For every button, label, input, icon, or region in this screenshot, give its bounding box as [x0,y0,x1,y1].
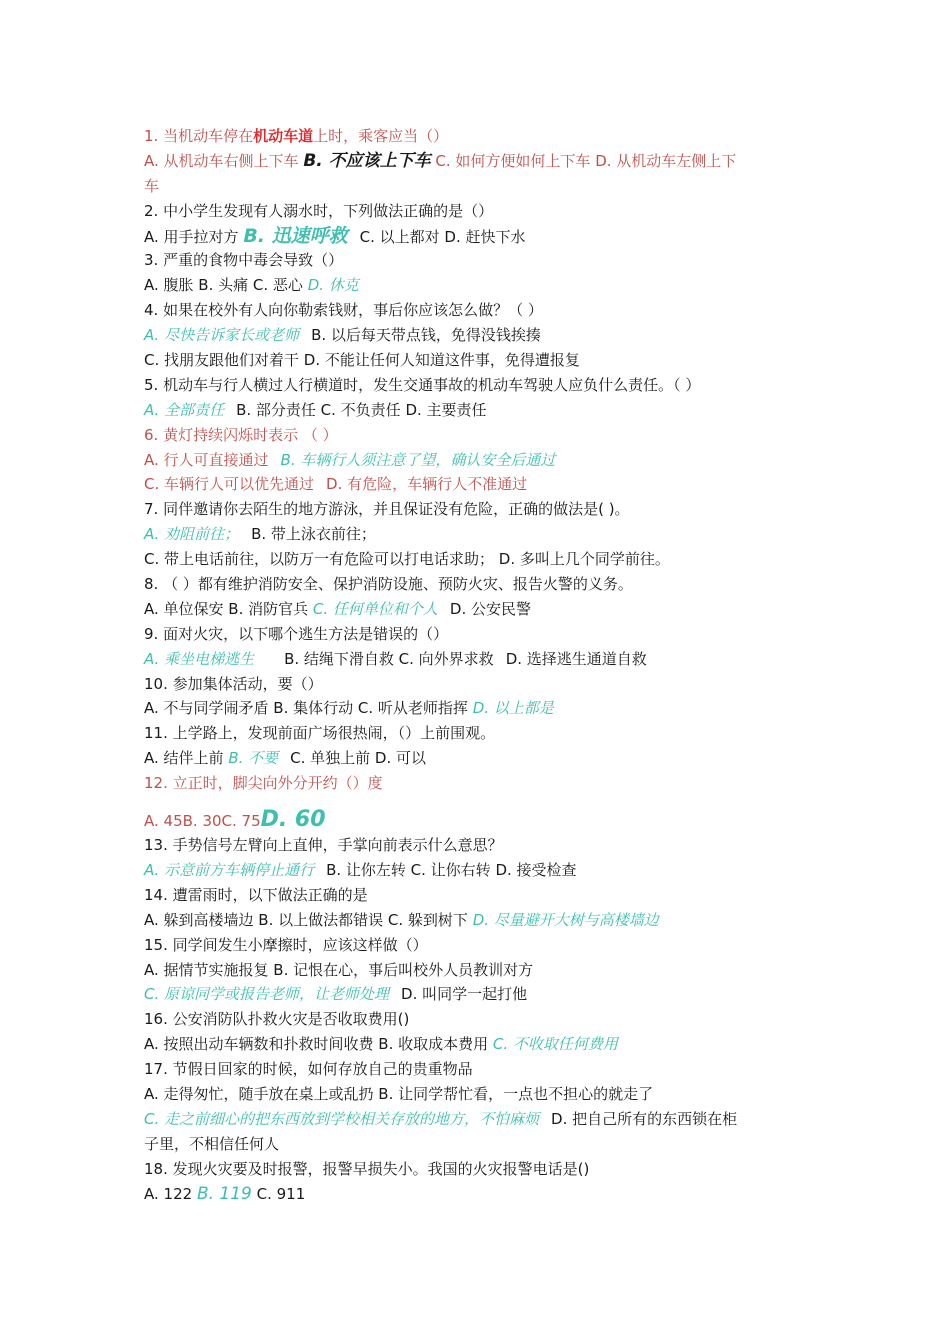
question-18-stem: 18. 发现火灾要及时报警，报警早损失小。我国的火灾报警电话是() [144,1159,590,1178]
option-abc: A. 不与同学闹矛盾 B. 集体行动 C. 听从老师指挥 [144,699,473,718]
option-d: D. 叫同学一起打他 [401,985,528,1004]
question-6-options-cd [144,472,814,497]
answer-a: A. 劝阻前往； [144,525,240,544]
option-a: A. 122 [144,1184,197,1203]
option-b: B. 以后每天带点钱，免得没钱挨揍 [311,326,541,345]
option-bc: B. 结绳下滑自救 C. 向外界求救 [284,649,494,668]
question-7-options-cd: C. 带上电话前往，以防万一有危险可以打电话求助； D. 多叫上几个同学前往。 [144,550,670,569]
question-8-stem: 8. （ ）都有维护消防安全、保护消防设施、预防火灾、报告火警的义务。 [144,575,633,594]
option-a: A. 用手拉对方 [144,227,244,246]
question-2-options [144,224,814,249]
answer-b: B. 迅速呼救 [243,224,348,247]
option-ab: A. 按照出动车辆数和扑救时间收费 B. 收取成本费用 [144,1035,493,1054]
option-cd: C. 如何方便如何上下车 D. 从机动车左侧上下 [430,151,737,170]
option-d: D. 有危险，车辆行人不准通过 [326,475,528,494]
option-bcd: B. 部分责任 C. 不负责任 D. 主要责任 [236,400,487,419]
answer-d: D. 尽量避开大树与高楼墙边 [472,910,659,929]
question-12-stem: 12. 立正时，脚尖向外分开约（）度 [144,774,383,793]
question-11-stem: 11. 上学路上，发现前面广场很热闹，（）上前围观。 [144,724,496,743]
question-10-options [144,696,814,721]
stem-text: 上时，乘客应当（） [313,127,449,145]
question-14-stem: 14. 遭雷雨时，以下做法正确的是 [144,885,368,904]
question-17-options-cd [144,1107,814,1132]
question-15-options-cd [144,982,814,1007]
stem-text: 1. 当机动车停在 [144,127,254,145]
answer-c: C. 走之前细心的把东西放到学校相关存放的地方，不怕麻烦 [144,1109,540,1128]
answer-c: C. 不收取任何费用 [492,1035,618,1054]
question-12-options [144,796,814,833]
question-11-options [144,746,814,771]
option-abc: A. 45B. 30C. 75 [144,812,261,831]
option-a: A. 结伴上前 [144,749,229,768]
question-10-stem: 10. 参加集体活动，要（） [144,674,323,693]
question-13-stem: 13. 手势信号左臂向上直伸，手掌向前表示什么意思？ [144,836,503,855]
question-17-options-ab: A. 走得匆忙，随手放在桌上或乱扔 B. 让同学帮忙看，一点也不担心的就走了 [144,1084,654,1103]
answer-d: D. 休克 [307,276,359,295]
answer-a: A. 乘坐电梯逃生 [144,649,255,668]
question-6-options-ab [144,448,814,473]
question-7-stem: 7. 同伴邀请你去陌生的地方游泳，并且保证没有危险，正确的做法是( )。 [144,500,630,519]
question-13-options [144,858,814,883]
question-5-options [144,398,814,423]
question-17-continued: 子里，不相信任何人 [144,1134,280,1153]
question-9-options [144,647,814,672]
question-1-continued: 车 [144,176,160,195]
option-cd: C. 以上都对 D. 赶快下水 [359,227,526,246]
answer-b: B. 不要 [228,749,279,768]
answer-a: A. 尽快告诉家长或老师 [144,326,300,345]
question-16-options [144,1032,814,1057]
question-16-stem: 16. 公安消防队扑救火灾是否收取费用() [144,1010,410,1029]
option-c: C. 车辆行人可以优先通过 [144,475,315,494]
answer-c: C. 原谅同学或报告老师，让老师处理 [144,985,390,1004]
option-abc: A. 腹胀 B. 头痛 C. 恶心 [144,276,308,295]
option-d: D. 公安民警 [449,599,532,618]
question-2-stem: 2. 中小学生发现有人溺水时，下列做法正确的是（） [144,201,494,220]
question-9-stem: 9. 面对火灾，以下哪个逃生方法是错误的（） [144,624,449,643]
question-list [144,124,814,1206]
answer-b: B. 119 [196,1183,252,1204]
question-5-stem: 5. 机动车与行人横过人行横道时，发生交通事故的机动车驾驶人应负什么责任。（ ） [144,375,701,394]
option-d: D. 选择逃生通道自救 [505,649,647,668]
answer-a: A. 全部责任 [144,400,225,419]
option-a: A. 行人可直接通过 [144,450,269,469]
answer-b: B. 不应该上下车 [303,150,431,171]
option-ab: A. 单位保安 B. 消防官兵 [144,599,313,618]
highlight-text: 机动车道 [253,127,314,145]
option-c: C. 911 [251,1184,306,1203]
question-6-stem: 6. 黄灯持续闪烁时表示 （ ） [144,425,338,444]
question-8-options [144,597,814,622]
question-1-options [144,149,814,174]
answer-a: A. 示意前方车辆停止通行 [144,860,315,879]
question-15-stem: 15. 同学间发生小摩擦时，应该这样做（） [144,935,428,954]
option-abc: A. 躲到高楼墙边 B. 以上做法都错误 C. 躲到树下 [144,910,473,929]
question-3-stem: 3. 严重的食物中毒会导致（） [144,251,344,270]
answer-c: C. 任何单位和个人 [312,599,438,618]
question-15-options-ab: A. 据情节实施报复 B. 记恨在心，事后叫校外人员教训对方 [144,960,534,979]
question-1-stem [144,124,814,149]
question-18-options [144,1182,814,1207]
answer-b: B. 车辆行人须注意了望，确认安全后通过 [280,450,556,469]
question-4-options [144,323,814,348]
answer-d: D. 60 [260,807,326,833]
question-14-options [144,908,814,933]
option-b: B. 带上泳衣前往； [251,525,376,544]
option-a: A. 从机动车右侧上下车 [144,151,304,170]
answer-d: D. 以上都是 [472,699,554,718]
question-4-options-cd: C. 找朋友跟他们对着干 D. 不能让任何人知道这件事，免得遭报复 [144,351,580,370]
option-cd: C. 单独上前 D. 可以 [290,749,427,768]
option-d: D. 把自己所有的东西锁在柜 [551,1109,738,1128]
question-3-options [144,273,814,298]
question-7-options-ab [144,522,814,547]
question-17-stem: 17. 节假日回家的时候，如何存放自己的贵重物品 [144,1060,473,1079]
question-4-stem: 4. 如果在校外有人向你勒索钱财，事后你应该怎么做？（ ） [144,301,543,320]
option-bcd: B. 让你左转 C. 让你右转 D. 接受检查 [326,860,577,879]
